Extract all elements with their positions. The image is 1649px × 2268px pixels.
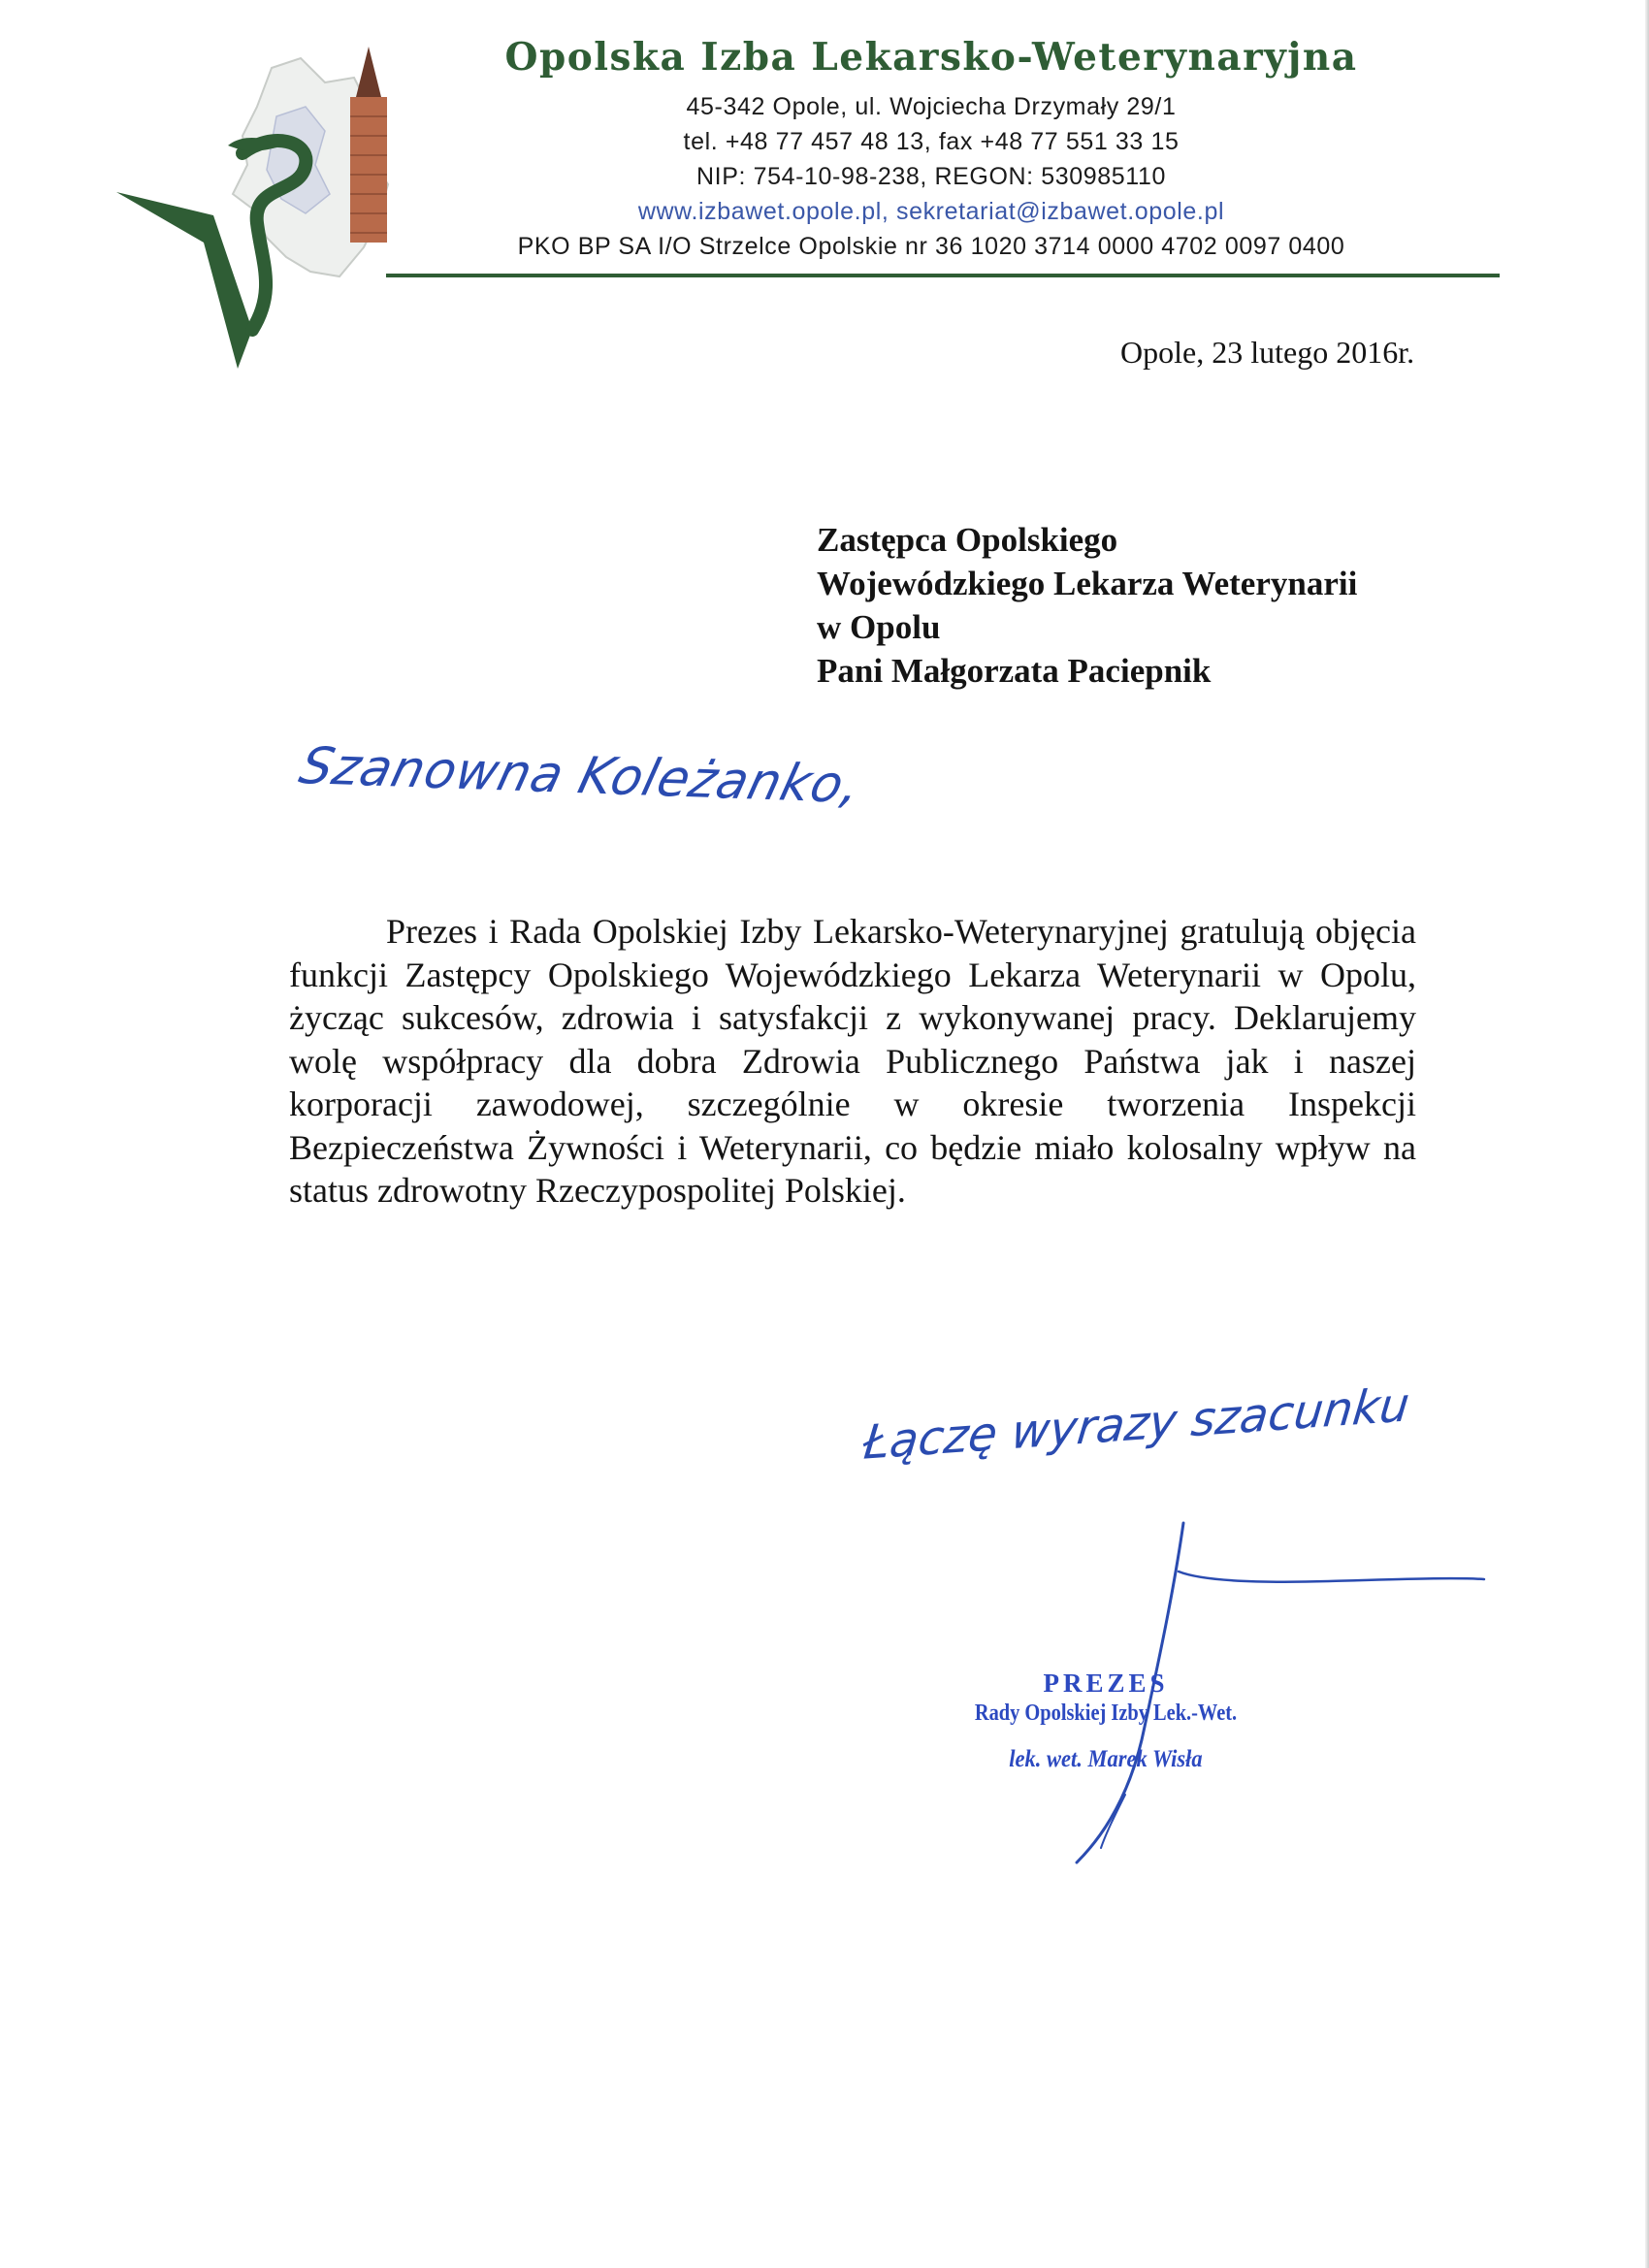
- logo-tower-body: [350, 97, 387, 243]
- org-tax-ids: NIP: 754-10-98-238, REGON: 530985110: [696, 163, 1166, 190]
- chamber-logo: [107, 39, 427, 369]
- logo-tower-spire: [356, 47, 381, 97]
- letter-date: Opole, 23 lutego 2016r.: [1120, 335, 1415, 370]
- addressee-line: Zastępca Opolskiego: [817, 521, 1118, 559]
- org-web-email: www.izbawet.opole.pl, sekretariat@izbawet.opole.pl: [637, 198, 1225, 225]
- org-bank-account: PKO BP SA I/O Strzelce Opolskie nr 36 1020 3714 0000 4702 0097 0400: [517, 233, 1345, 260]
- letter-body: Prezes i Rada Opolskiej Izby Lekarsko-Weterynaryjnej gratulują objęcia funkcji Zastępcy Opolskiego Wojewódzkiego Lekarza Weterynarii w Opolu, życząc sukcesów, zdrowia i satysfakcji z wykonywanej pracy. Deklarujemy wolę współpracy dla dobra Zdrowia Publicznego Państwa jak i naszej korporacji zawodowej, szczególnie w okresie tworzenia Inspekcji Bezpieczeństwa Żywności i Weterynarii, co będzie miało kolosalny wpływ na status zdrowotny Rzeczypospolitej Polskiej.: [289, 912, 1416, 1210]
- stamp-person: lek. wet. Marek Wisła: [1009, 1746, 1203, 1772]
- stamp-title: PREZES: [1043, 1669, 1169, 1698]
- stamp-org: Rady Opolskiej Izby Lek.-Wet.: [974, 1701, 1238, 1726]
- org-name: Opolska Izba Lekarsko-Weterynaryjna: [504, 35, 1358, 80]
- logo-v-mark: [116, 192, 252, 369]
- addressee-line: Pani Małgorzata Paciepnik: [817, 652, 1212, 690]
- scan-edge: [1645, 0, 1649, 2268]
- letterhead-rule: [386, 274, 1500, 277]
- handwritten-salutation: Szanowna Koleżanko,: [293, 736, 867, 816]
- org-phone-fax: tel. +48 77 457 48 13, fax +48 77 551 33 15: [683, 128, 1180, 155]
- addressee-line: Wojewódzkiego Lekarza Weterynarii: [817, 565, 1358, 602]
- org-address: 45-342 Opole, ul. Wojciecha Drzymały 29/1: [686, 93, 1177, 120]
- handwritten-closing: Łączę wyrazy szacunku: [860, 1377, 1412, 1471]
- president-stamp: [922, 1669, 1290, 1773]
- addressee-block: [817, 518, 1357, 693]
- addressee-line: w Opolu: [817, 608, 941, 646]
